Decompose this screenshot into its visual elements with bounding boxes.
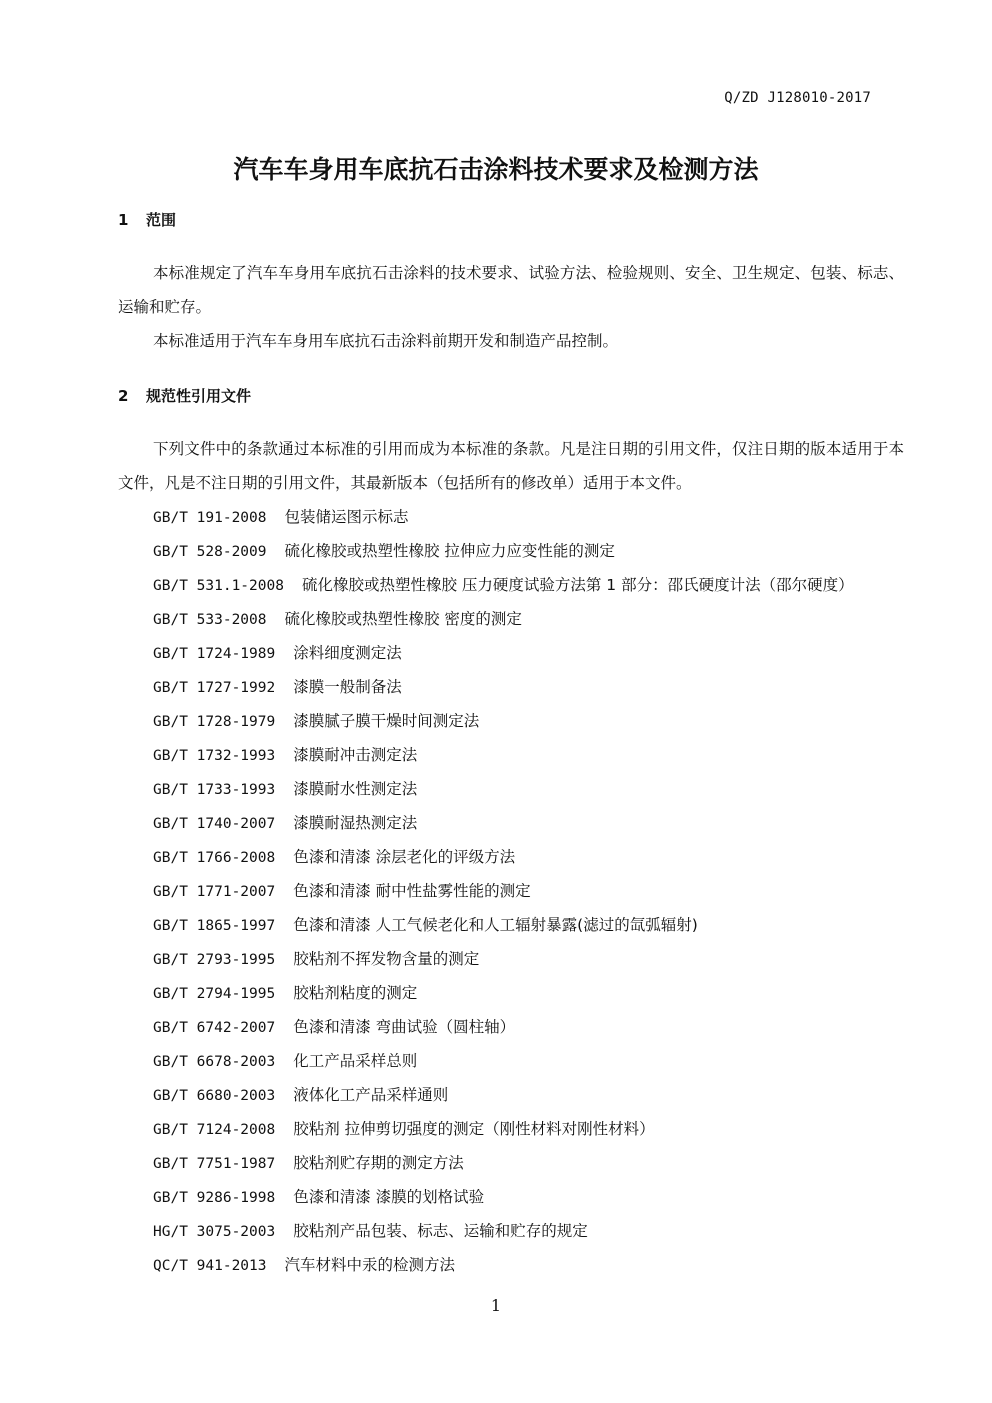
section-2-intro: 下列文件中的条款通过本标准的引用而成为本标准的条款。凡是注日期的引用文件，仅注日期的版本适用于本文件，凡是不注日期的引用文件，其最新版本（包括所有的修改单）适用于本文件。 [118, 440, 904, 492]
section-1-paragraph-1: 本标准规定了汽车车身用车底抗石击涂料的技术要求、试验方法、检验规则、安全、卫生规定、包装、标志、运输和贮存。 [118, 264, 904, 316]
reference-name: 色漆和清漆 人工气候老化和人工辐射暴露(滤过的氙弧辐射) [293, 916, 698, 934]
reference-name: 胶粘剂粘度的测定 [293, 984, 418, 1002]
reference-item [153, 704, 854, 738]
reference-name: 色漆和清漆 耐中性盐雾性能的测定 [293, 882, 531, 900]
reference-item [153, 1078, 854, 1112]
reference-name: 胶粘剂产品包装、标志、运输和贮存的规定 [293, 1222, 588, 1240]
reference-code: GB/T 7751-1987 [153, 1156, 276, 1172]
section-1-number: 1 [118, 211, 129, 229]
reference-item [153, 1112, 854, 1146]
reference-name: 漆膜腻子膜干燥时间测定法 [293, 712, 480, 730]
reference-name: 液体化工产品采样通则 [293, 1086, 449, 1104]
reference-code: GB/T 191-2008 [153, 510, 267, 526]
reference-item [153, 670, 854, 704]
reference-code: GB/T 1766-2008 [153, 850, 276, 866]
reference-name: 硫化橡胶或热塑性橡胶 压力硬度试验方法第 1 部分：邵氏硬度计法（邵尔硬度） [301, 576, 854, 594]
reference-item [153, 738, 854, 772]
reference-item [153, 1248, 854, 1282]
reference-item [153, 1180, 854, 1214]
document-code: Q/ZD J128010-2017 [724, 90, 871, 106]
reference-code: GB/T 7124-2008 [153, 1122, 276, 1138]
reference-code: GB/T 9286-1998 [153, 1190, 276, 1206]
reference-name: 化工产品采样总则 [293, 1052, 418, 1070]
reference-name: 胶粘剂贮存期的测定方法 [293, 1154, 464, 1172]
reference-code: QC/T 941-2013 [153, 1258, 267, 1274]
reference-item [153, 908, 854, 942]
reference-code: GB/T 528-2009 [153, 544, 267, 560]
reference-item [153, 772, 854, 806]
reference-code: GB/T 1727-1992 [153, 680, 276, 696]
reference-code: GB/T 6742-2007 [153, 1020, 276, 1036]
reference-name: 胶粘剂不挥发物含量的测定 [293, 950, 480, 968]
reference-item [153, 840, 854, 874]
page-number: 1 [490, 1296, 502, 1315]
reference-code: GB/T 6678-2003 [153, 1054, 276, 1070]
reference-name: 色漆和清漆 漆膜的划格试验 [293, 1188, 485, 1206]
reference-item [153, 806, 854, 840]
section-2-title: 规范性引用文件 [146, 387, 252, 405]
reference-item [153, 1010, 854, 1044]
reference-name: 漆膜耐冲击测定法 [293, 746, 418, 764]
reference-code: GB/T 6680-2003 [153, 1088, 276, 1104]
reference-item [153, 500, 854, 534]
reference-item [153, 568, 854, 602]
reference-code: GB/T 1771-2007 [153, 884, 276, 900]
section-1-title: 范围 [146, 211, 177, 229]
reference-code: GB/T 1733-1993 [153, 782, 276, 798]
reference-code: GB/T 1724-1989 [153, 646, 276, 662]
section-2-heading [118, 385, 251, 406]
reference-name: 涂料细度测定法 [293, 644, 402, 662]
reference-code: GB/T 1732-1993 [153, 748, 276, 764]
reference-item [153, 942, 854, 976]
document-title: 汽车车身用车底抗石击涂料技术要求及检测方法 [233, 155, 759, 184]
reference-name: 漆膜耐水性测定法 [293, 780, 418, 798]
reference-name: 胶粘剂 拉伸剪切强度的测定（刚性材料对刚性材料） [293, 1120, 655, 1138]
reference-name: 色漆和清漆 涂层老化的评级方法 [293, 848, 516, 866]
reference-list [153, 500, 854, 1282]
reference-item [153, 1214, 854, 1248]
reference-item [153, 636, 854, 670]
reference-item [153, 976, 854, 1010]
reference-item [153, 1044, 854, 1078]
reference-name: 漆膜一般制备法 [293, 678, 402, 696]
reference-item [153, 534, 854, 568]
reference-code: GB/T 2793-1995 [153, 952, 276, 968]
reference-name: 汽车材料中汞的检测方法 [284, 1256, 456, 1274]
reference-name: 硫化橡胶或热塑性橡胶 拉伸应力应变性能的测定 [284, 542, 615, 560]
reference-code: GB/T 1865-1997 [153, 918, 276, 934]
reference-name: 包装储运图示标志 [284, 508, 409, 526]
reference-code: GB/T 533-2008 [153, 612, 267, 628]
reference-item [153, 602, 854, 636]
section-2-number: 2 [118, 387, 129, 405]
reference-code: GB/T 1728-1979 [153, 714, 276, 730]
reference-code: GB/T 2794-1995 [153, 986, 276, 1002]
section-1-heading [118, 209, 176, 230]
reference-name: 色漆和清漆 弯曲试验（圆柱轴） [293, 1018, 516, 1036]
reference-name: 硫化橡胶或热塑性橡胶 密度的测定 [284, 610, 522, 628]
reference-item [153, 1146, 854, 1180]
section-1-paragraph-2: 本标准适用于汽车车身用车底抗石击涂料前期开发和制造产品控制。 [153, 332, 619, 350]
reference-name: 漆膜耐湿热测定法 [293, 814, 418, 832]
reference-code: HG/T 3075-2003 [153, 1224, 276, 1240]
reference-code: GB/T 531.1-2008 [153, 578, 284, 594]
reference-code: GB/T 1740-2007 [153, 816, 276, 832]
reference-item [153, 874, 854, 908]
